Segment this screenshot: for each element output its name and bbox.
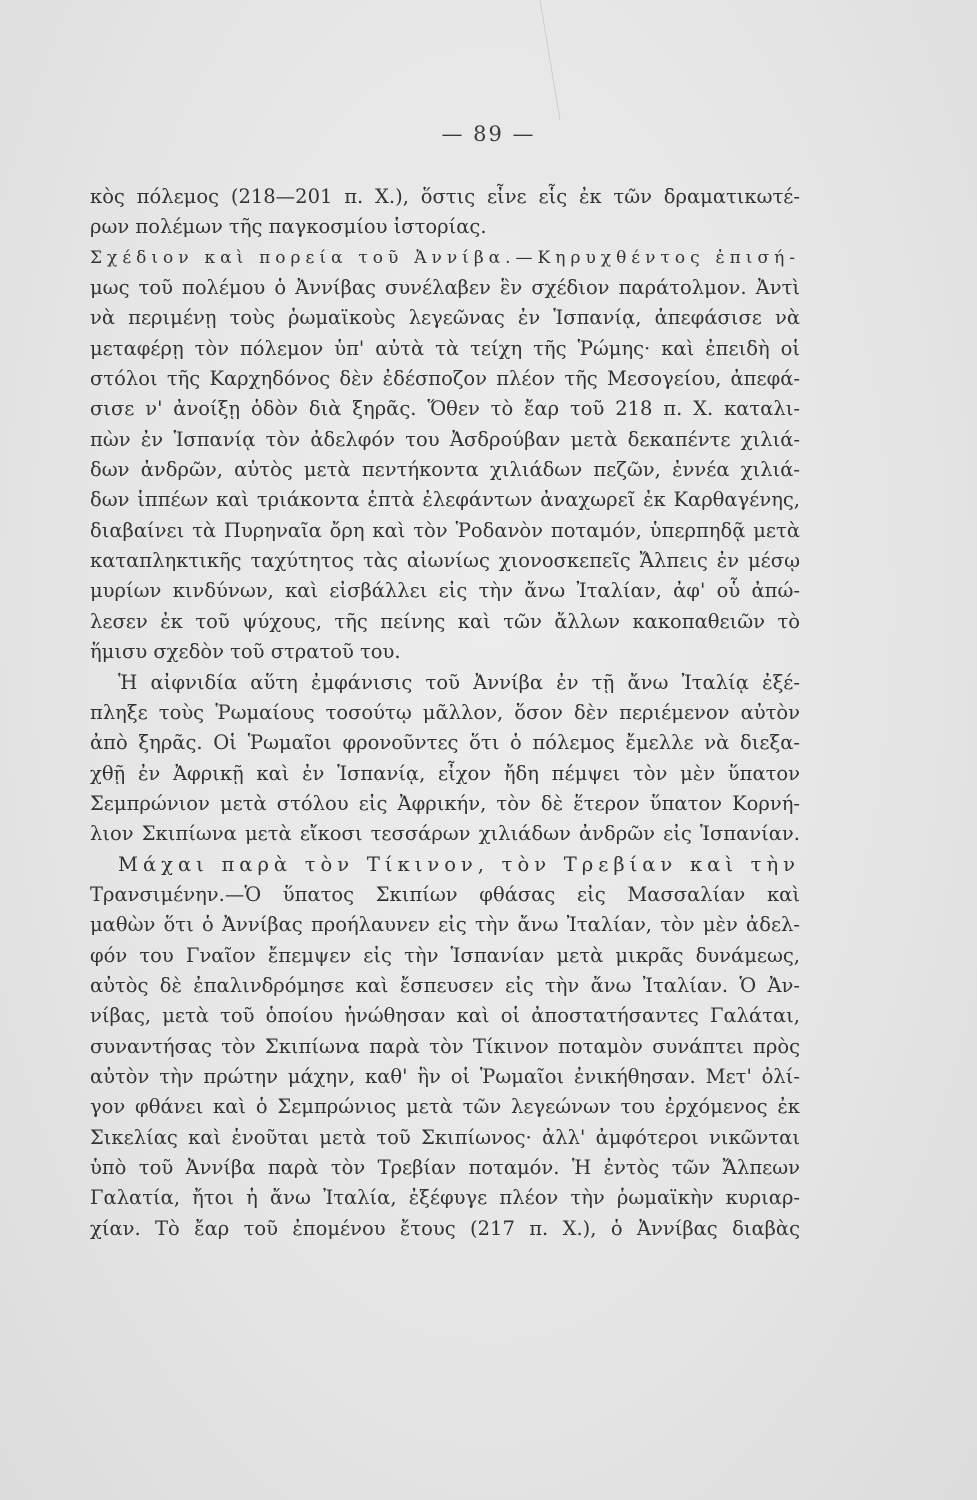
text-line: αὐτὸς δὲ ἐπαλινδρόμησε καὶ ἔσπευσεν εἰς τὴν ἄνω Ἰταλίαν. Ὁ Ἀν- bbox=[90, 973, 800, 997]
text-line: μεταφέρῃ τὸν πόλεμον ὑπ' αὐτὰ τὰ τείχη τῆς Ῥώμης· καὶ ἐπειδὴ οἱ bbox=[90, 336, 800, 360]
body-text bbox=[90, 182, 800, 1244]
text-line: δων ἀνδρῶν, αὐτὸς μετὰ πεντήκοντα χιλιάδων πεζῶν, ἐννέα χιλιά- bbox=[90, 458, 800, 482]
text-line: λεσεν ἐκ τοῦ ψύχους, τῆς πείνης καὶ τῶν ἄλλων κακοπαθειῶν τὸ bbox=[90, 609, 800, 633]
text-line: χίαν. Τὸ ἔαρ τοῦ ἐπομένου ἔτους (217 π. Χ.), ὁ Ἀννίβας διαβὰς bbox=[90, 1216, 800, 1240]
paper-fold-mark bbox=[540, 0, 560, 120]
text-line: Σεμπρώνιον μετὰ στόλου εἰς Ἀφρικήν, τὸν δὲ ἕτερον ὕπατον Κορνή- bbox=[90, 791, 800, 815]
text-line: νὰ περιμένῃ τοὺς ῥωμαϊκοὺς λεγεῶνας ἐν Ἱσπανίᾳ, ἀπεφάσισε νὰ bbox=[90, 306, 800, 330]
text-line: Σικελίας καὶ ἑνοῦται μετὰ τοῦ Σκιπίωνος· ἀλλ' ἀμφότεροι νικῶνται bbox=[90, 1125, 800, 1149]
text-line: ἥμισυ σχεδὸν τοῦ στρατοῦ του. bbox=[90, 640, 401, 664]
text-line: ρων πολέμων τῆς παγκοσμίου ἱστορίας. bbox=[90, 215, 487, 239]
text-line: Γαλατία, ἤτοι ἡ ἄνω Ἰταλία, ἐξέφυγε πλέον τὴν ῥωμαϊκὴν κυριαρ- bbox=[90, 1186, 800, 1210]
text-line: καταπληκτικῆς ταχύτητος τὰς αἰωνίως χιονοσκεπεῖς Ἄλπεις ἐν μέσῳ bbox=[90, 549, 800, 573]
text-line: αὐτὸν τὴν πρώτην μάχην, καθ' ἣν οἱ Ῥωμαῖοι ἐνικήθησαν. Μετ' ὀλί- bbox=[90, 1064, 800, 1088]
text-line: ὑπὸ τοῦ Ἀννίβα παρὰ τὸν Τρεβίαν ποταμόν. Ἡ ἐντὸς τῶν Ἄλπεων bbox=[90, 1156, 800, 1179]
text-line: νίβας, μετὰ τοῦ ὁποίου ἡνώθησαν καὶ οἱ ἀποστατήσαντες Γαλάται, bbox=[90, 1004, 800, 1028]
text-line: μαθὼν ὅτι ὁ Ἀννίβας προήλαυνεν εἰς τὴν ἄνω Ἰταλίαν, τὸν μὲν ἀδελ- bbox=[90, 913, 800, 937]
text-line: ἀπὸ ξηρᾶς. Οἱ Ῥωμαῖοι φρονοῦντες ὅτι ὁ πόλεμος ἔμελλε νὰ διεξα- bbox=[90, 731, 800, 755]
text-line: πὼν ἐν Ἱσπανίᾳ τὸν ἀδελφόν του Ἀσδρούβαν μετὰ δεκαπέντε χιλιά- bbox=[90, 427, 800, 451]
text-line: γον φθάνει καὶ ὁ Σεμπρώνιος μετὰ τῶν λεγεώνων του ἐρχόμενος ἐκ bbox=[90, 1095, 800, 1119]
text-line: διαβαίνει τὰ Πυρηναῖα ὄρη καὶ τὸν Ῥοδανὸν ποταμόν, ὑπερπηδᾷ μετὰ bbox=[90, 518, 800, 542]
text-line: πληξε τοὺς Ῥωμαίους τοσούτῳ μᾶλλον, ὅσον δὲν περιέμενον αὐτὸν bbox=[90, 700, 800, 724]
text-line: φόν του Γναῖον ἔπεμψεν εἰς τὴν Ἱσπανίαν μετὰ μικρᾶς δυνάμεως, bbox=[90, 943, 800, 967]
text-line: δων ἱππέων καὶ τριάκοντα ἑπτὰ ἐλεφάντων ἀναχωρεῖ ἐκ Καρθαγένης, bbox=[90, 488, 800, 512]
text-line: Ἡ αἰφνιδία αὕτη ἐμφάνισις τοῦ Ἀννίβα ἐν τῇ ἄνω Ἰταλίᾳ ἐξέ- bbox=[118, 670, 800, 694]
section-heading-line: Σχέδιον καὶ πορεία τοῦ Ἀννίβα.—Κηρυχθέντος ἐπισή- bbox=[90, 247, 800, 268]
page-number: — 89 — bbox=[441, 122, 536, 146]
text-line: χθῇ ἐν Ἀφρικῇ καὶ ἐν Ἱσπανίᾳ, εἶχον ἤδη πέμψει τὸν μὲν ὕπατον bbox=[90, 761, 800, 785]
text-line: κὸς πόλεμος (218—201 π. Χ.), ὅστις εἶνε εἷς ἐκ τῶν δραματικωτέ- bbox=[90, 185, 800, 208]
text-line: μως τοῦ πολέμου ὁ Ἀννίβας συνέλαβεν ἓν σχέδιον παράτολμον. Ἀντὶ bbox=[90, 276, 800, 300]
text-line: στόλοι τῆς Καρχηδόνος δὲν ἐδέσποζον πλέον τῆς Μεσογείου, ἀπεφά- bbox=[90, 367, 800, 391]
text-line: συναντήσας τὸν Σκιπίωνα παρὰ τὸν Τίκινον ποταμὸν συνάπτει πρὸς bbox=[90, 1034, 800, 1058]
text-line: σισε ν' ἀνοίξῃ ὁδὸν διὰ ξηρᾶς. Ὅθεν τὸ ἔαρ τοῦ 218 π. Χ. καταλι- bbox=[90, 397, 800, 421]
section-heading-line: Μάχαι παρὰ τὸν Τίκινον, τὸν Τρεβίαν καὶ τὴν bbox=[118, 852, 800, 876]
text-line: λιον Σκιπίωνα μετὰ εἴκοσι τεσσάρων χιλιάδων ἀνδρῶν εἰς Ἱσπανίαν. bbox=[90, 822, 800, 846]
text-line: μυρίων κινδύνων, καὶ εἰσβάλλει εἰς τὴν ἄνω Ἰταλίαν, ἀφ' οὗ ἀπώ- bbox=[90, 579, 800, 603]
section-heading-line: Τρανσιμένην.—Ὁ ὕπατος Σκιπίων φθάσας εἰς Μασσαλίαν καὶ bbox=[90, 882, 800, 906]
